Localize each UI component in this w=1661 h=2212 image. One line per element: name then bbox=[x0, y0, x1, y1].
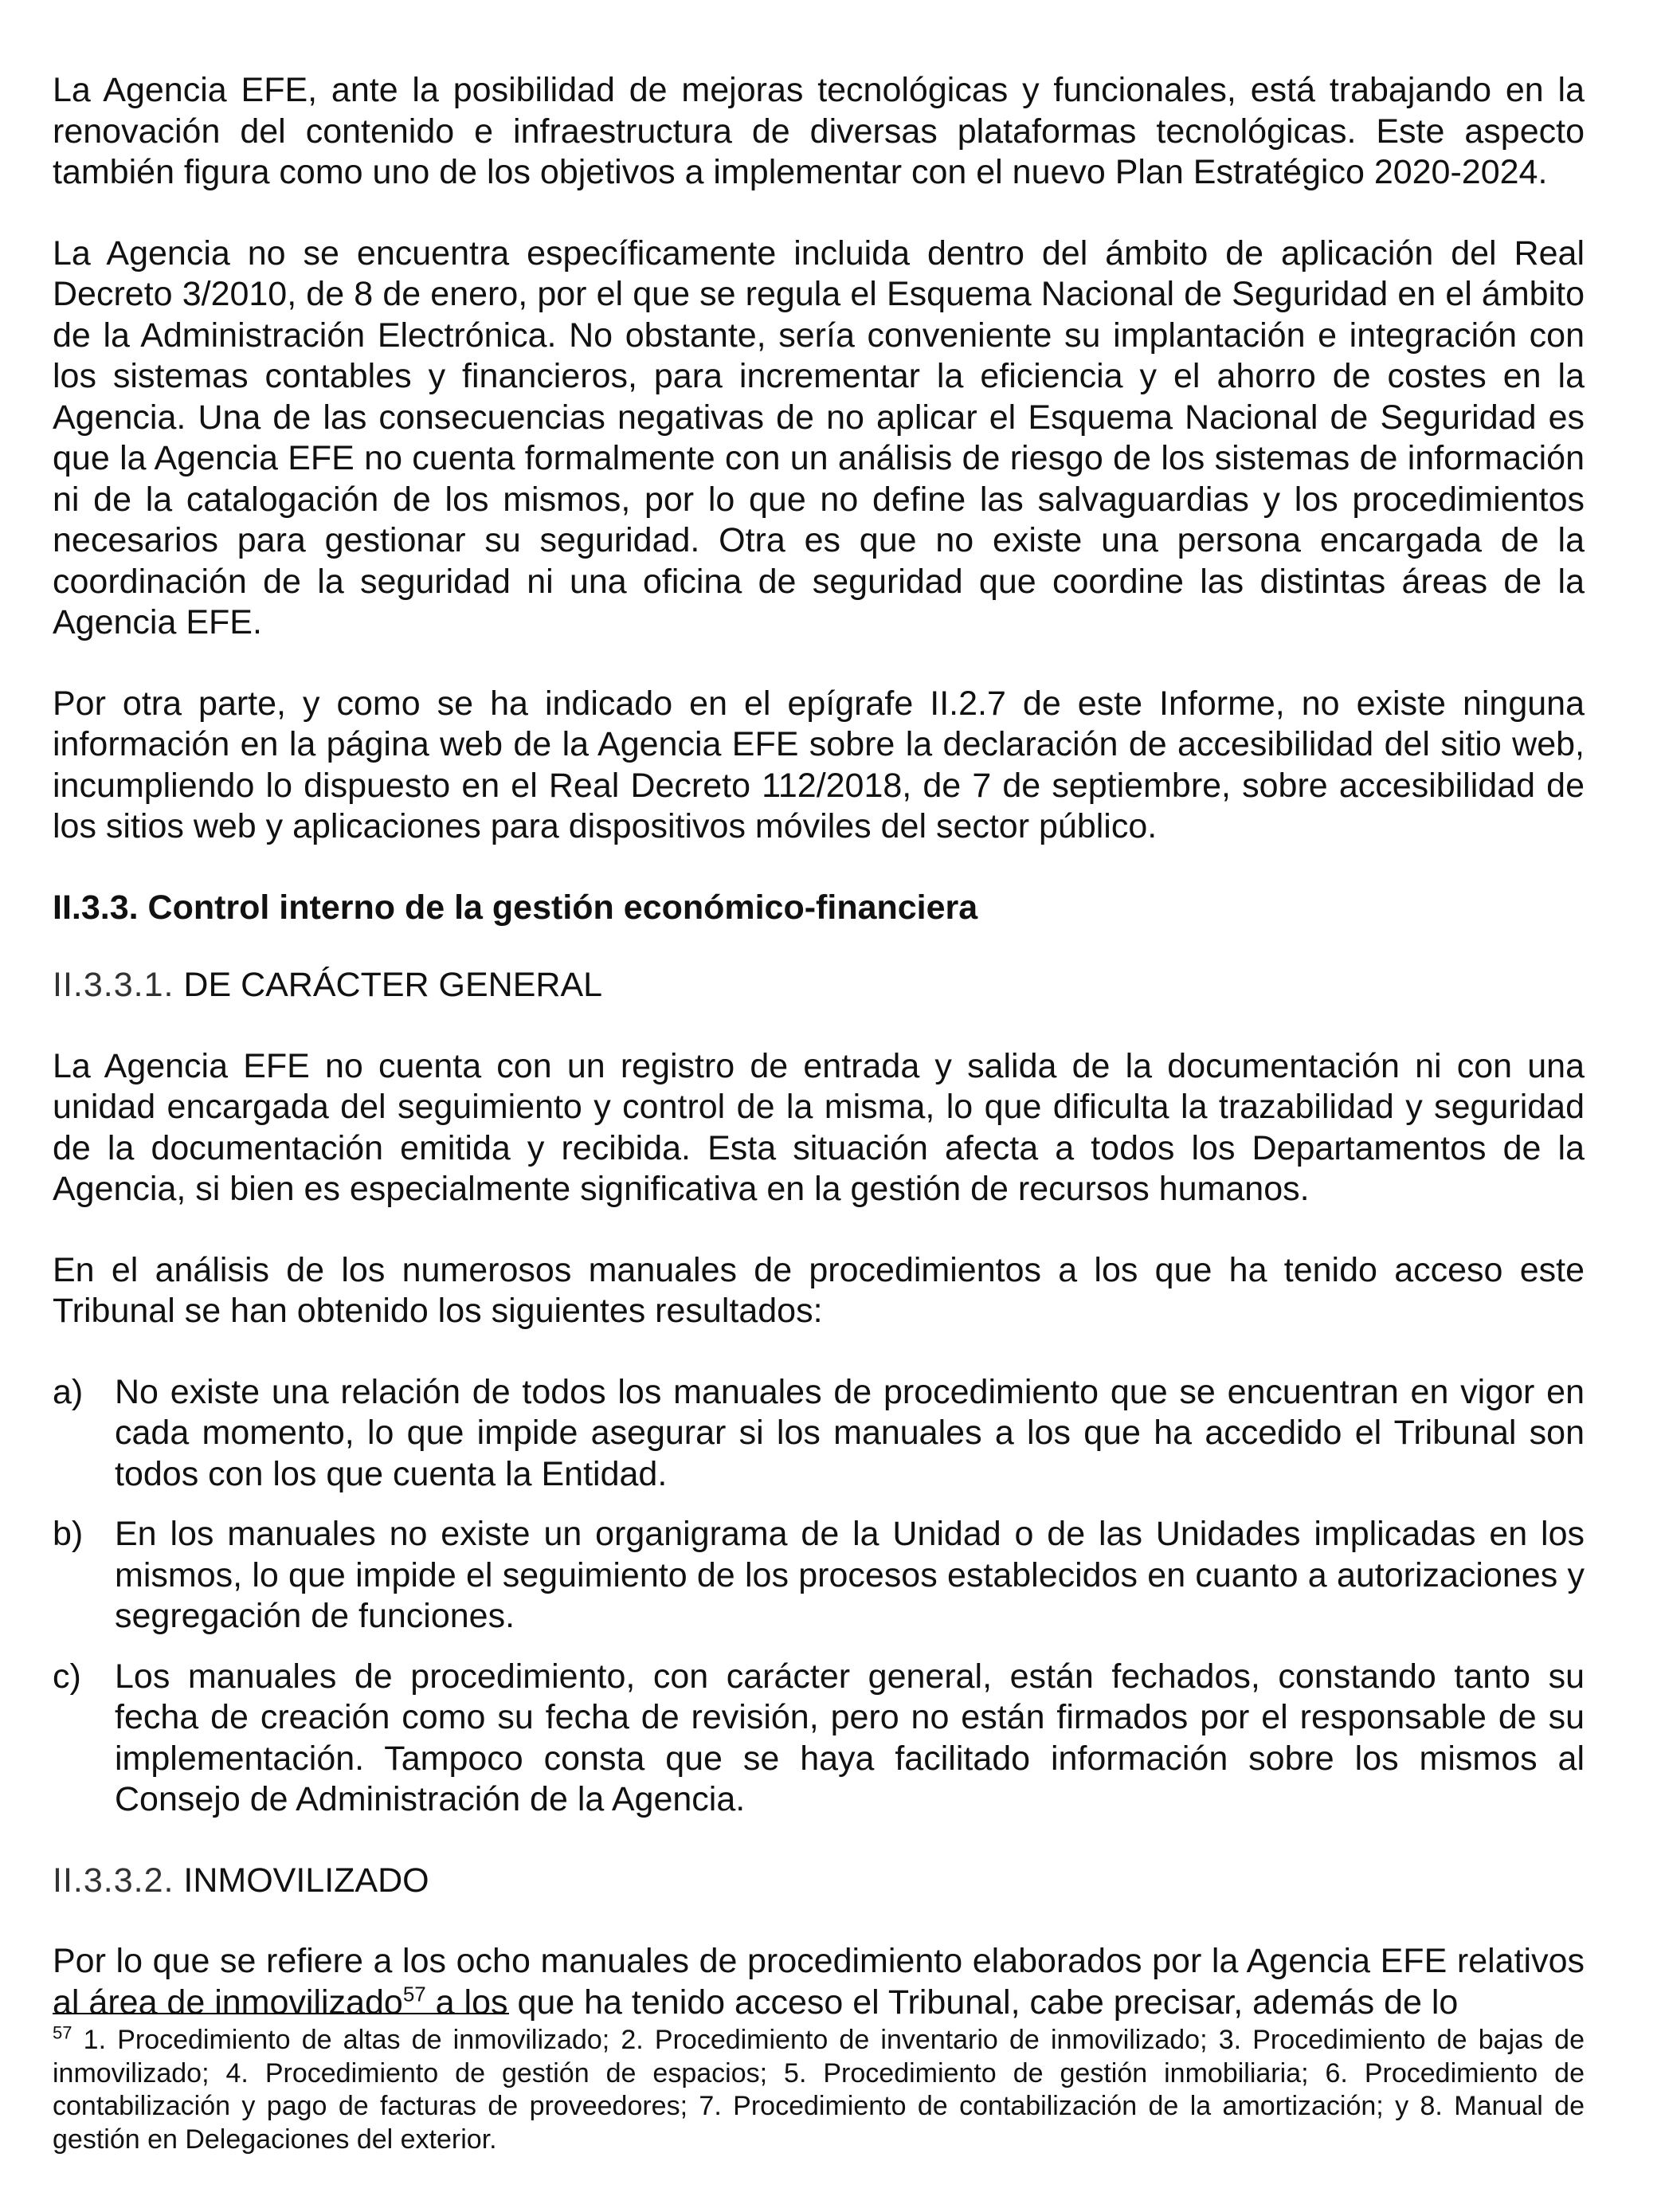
paragraph-text: Por lo que se refiere a los ocho manuales de procedimiento elaborados por la Agencia EFE relativos al área de inmovilizado bbox=[53, 1942, 1585, 2022]
list-item-text: Los manuales de procedimiento, con carácter general, están fechados, constando tanto su fecha de creación como su fecha de revisión, pero no están firmados por el responsable de su implementación. Tampoco consta que se haya facilitado información sobre los mismos al Consejo de Administración de la Agencia. bbox=[115, 1657, 1585, 1818]
list-item-text: En los manuales no existe un organigrama de la Unidad o de las Unidades implicadas en los mismos, lo que impide el seguimiento de los procesos establecidos en cuanto a autorizaciones y segregación de funciones. bbox=[115, 1515, 1585, 1635]
list-item-text: No existe una relación de todos los manuales de procedimiento que se encuentran en vigor en cada momento, lo que impide asegurar si los manuales a los que ha accedido el Tribunal son todos con los que cuenta la Entidad. bbox=[115, 1372, 1585, 1493]
footnote-reference[interactable]: 57 bbox=[402, 1982, 426, 2006]
paragraph-text: a los que ha tenido acceso el Tribunal, cabe precisar, además de lo bbox=[425, 1983, 1459, 2022]
footnote-body: 1. Procedimiento de altas de inmovilizado; 2. Procedimiento de inventario de inmovilizado; 3. Procedimiento de bajas de inmovilizado; 4. Procedimiento de gestión de espacios; 5. Procedimiento de gestión inmobiliaria; 6. Procedimiento de contabilización y pago de facturas de proveedores; 7. Procedimiento de contabilización de la amortización; y 8. Manual de gestión en Delegaciones del exterior. bbox=[53, 2025, 1585, 2155]
paragraph-platform-renewal: La Agencia EFE, ante la posibilidad de mejoras tecnológicas y funcionales, está trabajando en la renovación del contenido e infraestructura de diversas plataformas tecnológicas. Este aspecto también figura como uno de los objetivos a implementar con el nuevo Plan Estratégico 2020-2024. bbox=[53, 71, 1585, 191]
subsection-number: II.3.3.2. bbox=[53, 1861, 174, 1900]
list-marker: b) bbox=[53, 1515, 84, 1553]
list-marker: c) bbox=[53, 1657, 81, 1696]
subsection-heading-general bbox=[53, 965, 1585, 1006]
list-item bbox=[53, 1372, 1585, 1496]
paragraph-security-scheme: La Agencia no se encuentra específicamente incluida dentro del ámbito de aplicación del Real Decreto 3/2010, de 8 de enero, por el que se regula el Esquema Nacional de Seguridad en el ámbito de la Administración Electrónica. No obstante, sería conveniente su implantación e integración con los sistemas contables y financieros, para incrementar la eficiencia y el ahorro de costes en la Agencia. Una de las consecuencias negativas de no aplicar el Esquema Nacional de Seguridad es que la Agencia EFE no cuenta formalmente con un análisis de riesgo de los sistemas de información ni de la catalogación de los mismos, por lo que no define las salvaguardias y los procedimientos necesarios para gestionar su seguridad. Otra es que no existe una persona encargada de la coordinación de la seguridad ni una oficina de seguridad que coordine las distintas áreas de la Agencia EFE. bbox=[53, 233, 1585, 641]
list-item bbox=[53, 1514, 1585, 1637]
footnote-separator bbox=[53, 2013, 509, 2014]
paragraph-manuals-analysis: En el análisis de los numerosos manuales de procedimientos a los que ha tenido acceso este Tribunal se han obtenido los siguientes resultados: bbox=[53, 1250, 1585, 1330]
subsection-title: DE CARÁCTER GENERAL bbox=[183, 966, 603, 1004]
footnote-text bbox=[53, 2024, 1585, 2156]
subsection-number: II.3.3.1. bbox=[53, 966, 174, 1004]
paragraph-document-registry: La Agencia EFE no cuenta con un registro de entrada y salida de la documentación ni con una unidad encargada del seguimiento y control de la misma, lo que dificulta la trazabilidad y seguridad de la documentación emitida y recibida. Esta situación afecta a todos los Departamentos de la Agencia, si bien es especialmente significativa en la gestión de recursos humanos. bbox=[53, 1046, 1585, 1208]
document-body bbox=[53, 70, 1585, 2023]
subsection-heading-inmovilizado bbox=[53, 1861, 1585, 1902]
section-heading: II.3.3. Control interno de la gestión económico-financiera bbox=[53, 888, 978, 927]
list-marker: a) bbox=[53, 1372, 84, 1411]
footnote bbox=[53, 2024, 1585, 2156]
paragraph-inmovilizado-manuals bbox=[53, 1941, 1585, 2023]
paragraph-web-accessibility: Por otra parte, y como se ha indicado en el epígrafe II.2.7 de este Informe, no existe ninguna información en la página web de la Agencia EFE sobre la declaración de accesibilidad del sitio web, incumpliendo lo dispuesto en el Real Decreto 112/2018, de 7 de septiembre, sobre accesibilidad de los sitios web y aplicaciones para dispositivos móviles del sector público. bbox=[53, 684, 1585, 845]
footnote-number: 57 bbox=[53, 2022, 72, 2043]
subsection-title: INMOVILIZADO bbox=[183, 1861, 429, 1900]
list-item bbox=[53, 1657, 1585, 1821]
